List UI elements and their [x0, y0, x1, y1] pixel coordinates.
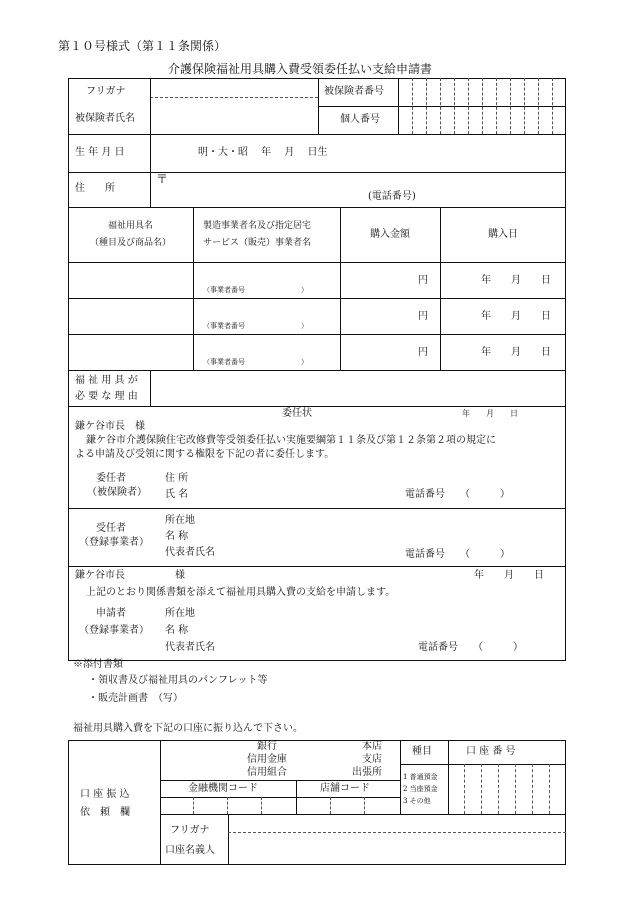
bank-label-2: 依 頼 欄 [80, 807, 130, 818]
account-type-1: 1 普通預金 [403, 773, 438, 781]
delegatee-company-label: 名 称 [165, 531, 189, 542]
branch-type-2: 支店 [362, 754, 382, 765]
insured-name-label: 被保険者氏名 [75, 113, 135, 124]
delegation-title: 委任状 [282, 408, 312, 419]
delegator-name-label: 氏 名 [165, 489, 189, 500]
application-addressee: 鎌ケ谷市長 様 [75, 570, 185, 581]
business-number-3: （事業者番号 ） [203, 358, 308, 366]
postal-mark: 〒 [156, 172, 169, 186]
delegator-address-label: 住 所 [165, 473, 189, 484]
application-date: 年 月 日 [474, 570, 544, 581]
delegation-addressee: 鎌ケ谷市長 様 [75, 421, 145, 432]
applicant-location-label: 所在地 [165, 608, 195, 619]
personal-number-label: 個人番号 [340, 114, 380, 125]
bank-form [68, 740, 566, 865]
form-number: 第１０号様式（第１１条関係） [58, 39, 227, 53]
account-type-2: 2 当座預金 [403, 785, 438, 793]
dob-label: 生 年 月 日 [75, 147, 125, 158]
bank-instruction: 福祉用具購入費を下記の口座に振り込んで下さい。 [73, 723, 303, 734]
attachment-item-1: ・領収書及び福祉用具のパンフレット等 [88, 675, 268, 686]
amount-header: 購入金額 [370, 229, 410, 240]
attachments-title: ※添付書類 [73, 659, 123, 670]
applicant-company-label: 名 称 [165, 625, 189, 636]
branch-type-3: 出張所 [352, 767, 382, 778]
delegator-label: 委任者 [96, 473, 126, 484]
application-text: 上記のとおり関係書類を添えて福祉用具購入費の支給を申請します。 [86, 587, 396, 598]
phone-number-label: (電話番号) [368, 191, 416, 202]
delegation-date: 年 月 日 [462, 409, 518, 418]
delegation-text-2: よる申請及び受領に関する権限を下記の者に委任します。 [75, 449, 335, 460]
yen-2: 円 [418, 311, 428, 322]
applicant-rep-label: 代表者氏名 [165, 642, 215, 653]
business-number-1: （事業者番号 ） [203, 286, 308, 294]
date-header: 購入日 [488, 229, 518, 240]
furigana-label: フリガナ [86, 86, 126, 97]
applicant-label: 申請者 [96, 608, 126, 619]
address-label: 住 所 [75, 183, 115, 194]
date-2: 年 月 日 [481, 311, 551, 322]
branch-type-1: 本店 [362, 741, 382, 752]
reason-label-1: 福 祉 用 具 が [75, 375, 138, 386]
delegatee-phone: 電話番号 （ ） [405, 549, 510, 560]
account-holder-label: 口座名義人 [165, 845, 215, 856]
maker-subheader: サービス（販売）事業者名 [203, 238, 312, 248]
dob-value: 明・大・昭 年 月 日生 [198, 147, 328, 158]
business-number-2: （事業者番号 ） [203, 322, 308, 330]
delegatee-sublabel: （登録事業者） [79, 537, 149, 548]
delegator-sublabel: （被保険者） [87, 487, 147, 498]
delegator-phone: 電話番号 （ ） [405, 489, 510, 500]
bank-code-label: 金融機関コード [188, 783, 258, 794]
bank-label-1: 口 座 振 込 [80, 789, 130, 800]
item-name-subheader: （種目及び商品名） [89, 238, 171, 248]
delegatee-rep-label: 代表者氏名 [165, 547, 215, 558]
delegation-text-1: 鎌ケ谷市介護保険住宅改修費等受領委任払い実施要綱第１１条及び第１２条第２項の規定に [86, 435, 496, 446]
insured-number-label: 被保険者番号 [324, 86, 384, 97]
delegatee-label: 受任者 [96, 523, 126, 534]
bank-type-1: 銀行 [257, 741, 277, 752]
maker-header: 製造事業者名及び指定居宅 [203, 221, 312, 231]
account-type-3: 3 その他 [403, 797, 431, 805]
bank-type-2: 信用金庫 [247, 754, 287, 765]
reason-label-2: 必 要 な 理 由 [75, 391, 138, 402]
branch-code-label: 店舗コード [320, 783, 370, 794]
applicant-sublabel: （登録事業者） [79, 625, 149, 636]
yen-3: 円 [418, 347, 428, 358]
account-type-label: 種目 [412, 746, 432, 757]
account-number-label: 口 座 番 号 [466, 746, 516, 757]
bank-type-3: 信用組合 [247, 767, 287, 778]
holder-furigana-label: フリガナ [170, 825, 210, 836]
attachment-item-2: ・販売計画書 （写） [88, 693, 183, 704]
date-3: 年 月 日 [481, 347, 551, 358]
applicant-phone: 電話番号 （ ） [418, 642, 523, 653]
item-name-header: 福祉用具名 [107, 221, 153, 231]
date-1: 年 月 日 [481, 275, 551, 286]
delegatee-location-label: 所在地 [165, 515, 195, 526]
form-title: 介護保険福祉用具購入費受領委任払い支給申請書 [168, 62, 433, 76]
yen-1: 円 [418, 275, 428, 286]
